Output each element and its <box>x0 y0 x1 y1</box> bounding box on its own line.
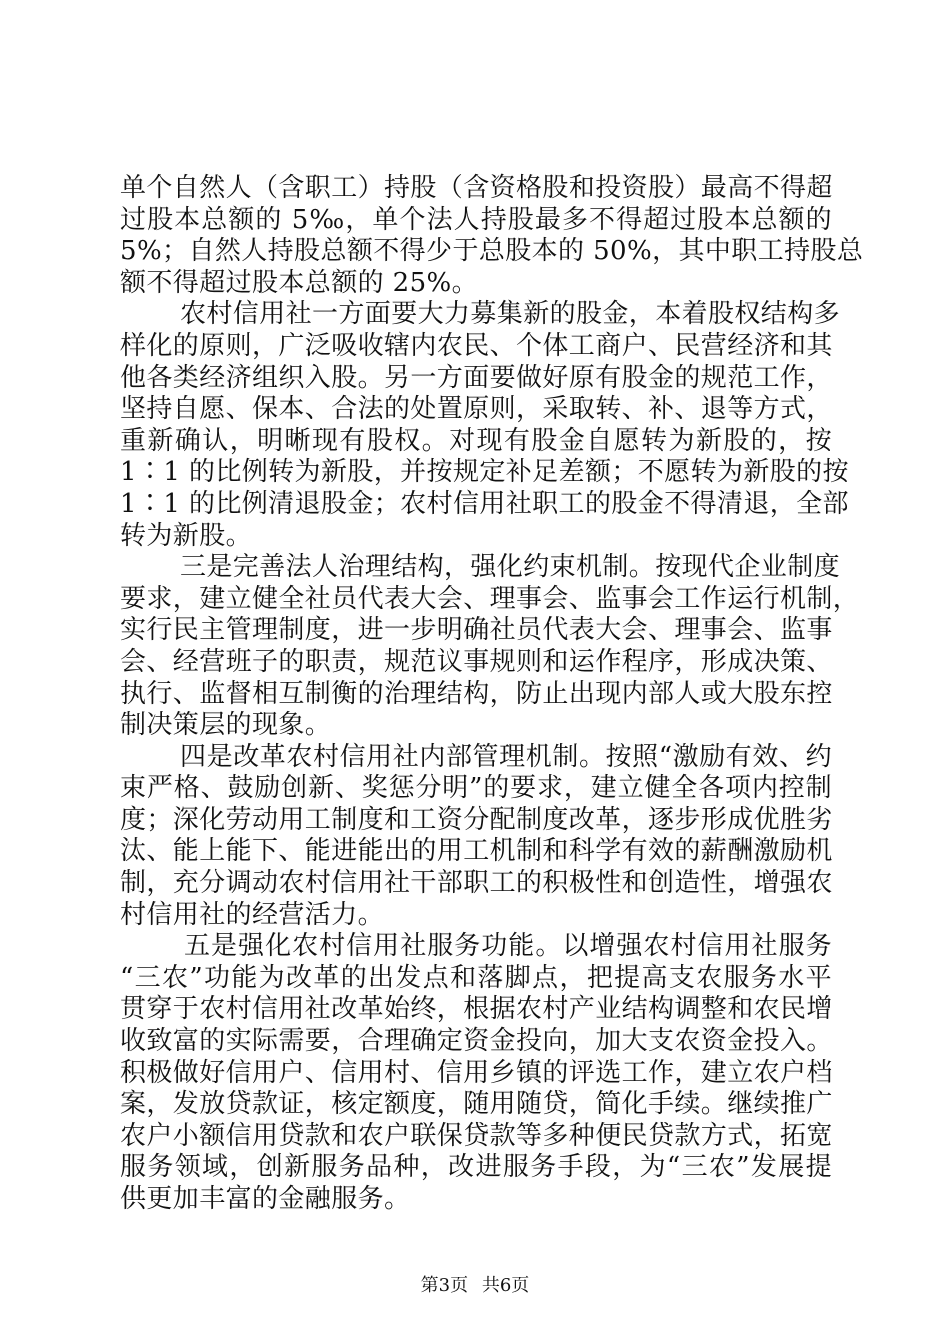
text-line: 五是强化农村信用社服务功能。以增强农村信用社服务 <box>184 931 832 962</box>
text-line: 收致富的实际需要，合理确定资金投向，加大支农资金投入。 <box>120 1026 833 1057</box>
text-line: 积极做好信用户、信用村、信用乡镇的评选工作，建立农户档 <box>120 1057 833 1088</box>
text-line: 坚持自愿、保本、合法的处置原则，采取转、补、退等方式， <box>120 394 833 425</box>
text-line: 村信用社的经营活力。 <box>120 899 385 930</box>
text-line: 会、经营班子的职责，规范议事规则和运作程序，形成决策、 <box>120 646 833 677</box>
text-line: 1∶1 的比例清退股金；农村信用社职工的股金不得清退，全部 <box>120 488 849 519</box>
text-line: 5%；自然人持股总额不得少于总股本的 50%，其中职工持股总 <box>120 236 864 267</box>
text-line: 实行民主管理制度，进一步明确社员代表大会、理事会、监事 <box>120 615 833 646</box>
text-line: 制决策层的现象。 <box>120 710 332 741</box>
paragraph-2 <box>120 299 849 552</box>
text-line: 他各类经济组织入股。另一方面要做好原有股金的规范工作， <box>120 362 833 393</box>
text-line: 农户小额信用贷款和农户联保贷款等多种便民贷款方式，拓宽 <box>120 1120 833 1151</box>
page-total: 共6页 <box>481 1275 530 1296</box>
text-line: 过股本总额的 5‰，单个法人持股最多不得超过股本总额的 <box>120 204 832 235</box>
text-line: 制，充分调动农村信用社干部职工的积极性和创造性，增强农 <box>120 868 833 899</box>
text-line: 样化的原则，广泛吸收辖内农民、个体工商户、民营经济和其 <box>120 330 833 361</box>
text-line: 供更加丰富的金融服务。 <box>120 1184 411 1214</box>
paragraph-3 <box>120 552 860 742</box>
text-line: 重新确认，明晰现有股权。对现有股金自愿转为新股的，按 <box>120 425 832 456</box>
text-line: 束严格、鼓励创新、奖惩分明”的要求，建立健全各项内控制 <box>120 773 832 804</box>
text-line: 执行、监督相互制衡的治理结构，防止出现内部人或大股东控 <box>120 678 833 709</box>
page-number: 第3页 <box>420 1275 469 1296</box>
text-line: 案，发放贷款证，核定额度，随用随贷，简化手续。继续推广 <box>120 1089 833 1120</box>
text-line: 服务领域，创新服务品种，改进服务手段，为“三农”发展提 <box>120 1152 832 1183</box>
text-line: 贯穿于农村信用社改革始终，根据农村产业结构调整和农民增 <box>120 994 833 1025</box>
text-line: 三是完善法人治理结构，强化约束机制。按现代企业制度 <box>180 552 841 583</box>
text-line: 额不得超过股本总额的 25%。 <box>120 267 479 298</box>
page-footer <box>0 1274 950 1298</box>
text-line: 四是改革农村信用社内部管理机制。按照“激励有效、约 <box>180 741 832 772</box>
text-line: 农村信用社一方面要大力募集新的股金，本着股权结构多 <box>180 299 841 330</box>
text-line: 单个自然人（含职工）持股（含资格股和投资股）最高不得超 <box>120 173 833 203</box>
text-line: 1∶1 的比例转为新股，并按规定补足差额；不愿转为新股的按 <box>120 457 849 488</box>
document-body <box>120 173 864 1216</box>
paragraph-5 <box>120 931 832 1215</box>
text-line: 转为新股。 <box>120 520 253 551</box>
text-line: 要求，建立健全社员代表大会、理事会、监事会工作运行机制， <box>120 583 860 614</box>
paragraph-1 <box>120 173 864 299</box>
paragraph-4 <box>120 742 832 932</box>
text-line: 汰、能上能下、能进能出的用工机制和科学有效的薪酬激励机 <box>120 836 833 867</box>
text-line: 度；深化劳动用工制度和工资分配制度改革，逐步形成优胜劣 <box>120 804 833 835</box>
text-line: “三农”功能为改革的出发点和落脚点，把提高支农服务水平 <box>120 962 832 993</box>
